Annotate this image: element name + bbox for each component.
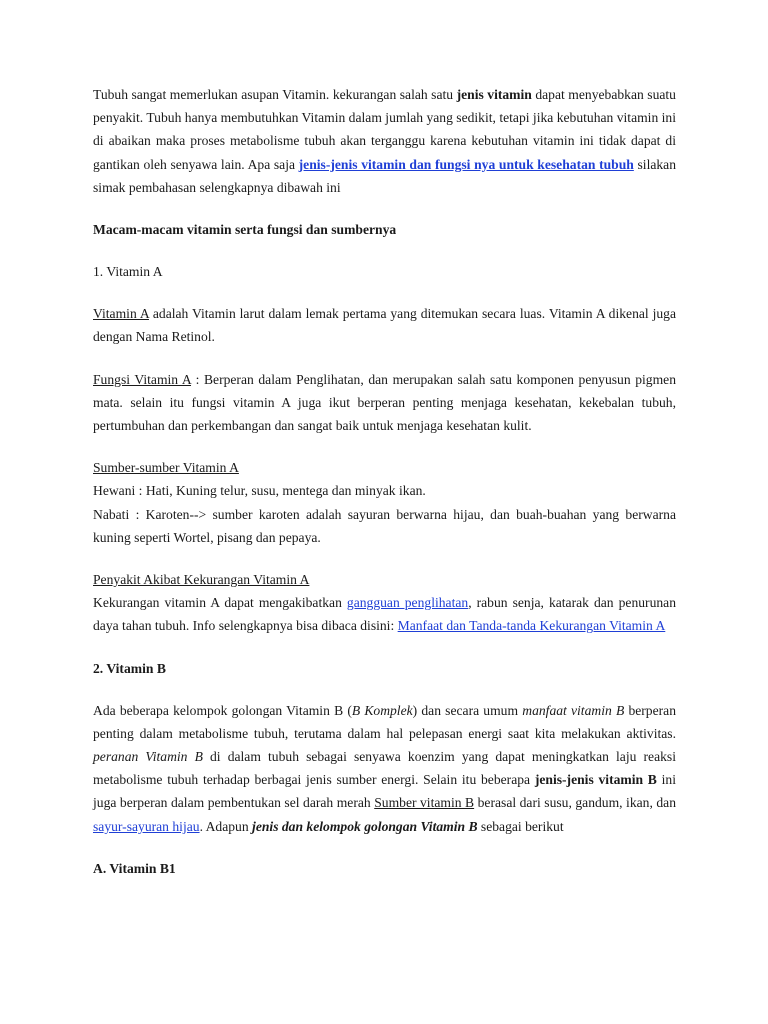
vitamin-b-title: 2. Vitamin B [93, 660, 166, 676]
penyakit-text: Kekurangan vitamin A dapat mengakibatkan [93, 595, 347, 611]
vitamin-b-paragraph [93, 699, 676, 838]
main-heading: Macam-macam vitamin serta fungsi dan sumbernya [93, 222, 397, 238]
penyakit-label: Penyakit Akibat Kekurangan Vitamin A [93, 572, 310, 588]
vitamin-b-text: ini juga berperan dalam pembentukan sel darah merah [93, 772, 677, 811]
jenis-vitamin-b-bold: jenis-jenis vitamin B [534, 772, 657, 788]
sumber-hewani: Hewani : Hati, Kuning telur, susu, mentega dan minyak ikan. [93, 483, 426, 499]
vitamin-b-text: berperan penting dalam metabolisme tubuh, terutama dalam hal pelepasan energi saat kita melakukan aktivitas. [93, 702, 676, 741]
vitamin-b-text: Ada beberapa kelompok golongan Vitamin B ( [93, 702, 352, 718]
document-page [93, 83, 676, 880]
peranan-vitamin-b-italic: peranan Vitamin B [93, 749, 203, 765]
vitamin-b1-title: A. Vitamin B1 [93, 860, 176, 876]
intro-bold-jenis-vitamin: jenis vitamin [456, 87, 532, 102]
sayur-sayuran-hijau-link[interactable]: sayur-sayuran hijau [93, 818, 200, 834]
gangguan-penglihatan-link[interactable]: gangguan penglihatan [346, 595, 469, 611]
sumber-label: Sumber-sumber Vitamin A [93, 460, 239, 476]
vitamin-a-label: Vitamin A [93, 306, 149, 322]
vitamin-a-fungsi [93, 368, 676, 438]
sumber-vitamin-a-label [93, 456, 676, 479]
jenis-golongan-vitamin-b-bold-italic: jenis dan kelompok golongan Vitamin B [252, 818, 478, 834]
penyakit-text: , rabun senja, katarak dan penurunan daya tahan tubuh. Info selengkapnya bisa dibaca disini: [93, 595, 676, 634]
fungsi-vitamin-a-label: Fungsi Vitamin A [93, 371, 192, 387]
sumber-vitamin-b-underlined: Sumber vitamin B [374, 795, 475, 811]
vitamin-a-def-text: adalah Vitamin larut dalam lemak pertama yang ditemukan secara luas. Vitamin A dikenal juga dengan Nama Retinol. [93, 306, 676, 345]
intro-text: silakan simak pembahasan selengkapnya dibawah ini [93, 156, 677, 195]
vitamin-a-definition [93, 302, 676, 348]
sumber-nabati: Nabati : Karoten--> sumber karoten adalah sayuran berwarna hijau, dan buah-buahan yang berwarna kuning seperti Wortel, pisang dan pepaya. [93, 506, 676, 545]
intro-text: Tubuh sangat memerlukan asupan Vitamin. kekurangan salah satu [93, 87, 457, 102]
vitamin-b-text: berasal dari susu, gandum, ikan, dan [474, 795, 676, 811]
manfaat-kekurangan-vitamin-a-link[interactable]: Manfaat dan Tanda-tanda Kekurangan Vitamin A [397, 618, 666, 634]
intro-text: dapat menyebabkan suatu penyakit. Tubuh hanya membutuhkan Vitamin dalam jumlah yang sedikit, tetapi jika kebutuhan vitamin ini di abaikan maka proses metabolisme tubuh akan terganggu karena kebutuhan vitamin ini tidak dapat di gantikan oleh senyawa lain. Apa saja [93, 87, 676, 172]
b-komplek-italic: B Komplek [351, 702, 413, 718]
vitamin-a-title: 1. Vitamin A [93, 264, 163, 280]
jenis-vitamin-link[interactable]: jenis-jenis vitamin dan fungsi nya untuk kesehatan tubuh [298, 156, 634, 172]
penyakit-vitamin-a-label [93, 568, 676, 591]
penyakit-vitamin-a-text [93, 591, 676, 637]
intro-paragraph [93, 83, 676, 199]
fungsi-vitamin-a-text: : Berperan dalam Penglihatan, dan merupakan salah satu komponen penyusun pigmen mata. selain itu fungsi vitamin A juga ikut berperan penting menjaga kesehatan, kekebalan tubuh, pertumbuhan dan perkembangan dan sangat baik untuk menjaga kesehatan kulit. [93, 371, 676, 434]
manfaat-vitamin-b-italic: manfaat vitamin B [522, 702, 625, 718]
vitamin-b-text: . Adapun [199, 818, 253, 834]
vitamin-b-text: sebagai berikut [477, 818, 564, 834]
vitamin-b-text: di dalam tubuh sebagai senyawa koenzim yang dapat meningkatkan laju reaksi metabolisme tubuh terhadap berbagai jenis sumber energi. Selain itu beberapa [93, 749, 676, 788]
vitamin-b-text: ) dan secara umum [412, 702, 523, 718]
